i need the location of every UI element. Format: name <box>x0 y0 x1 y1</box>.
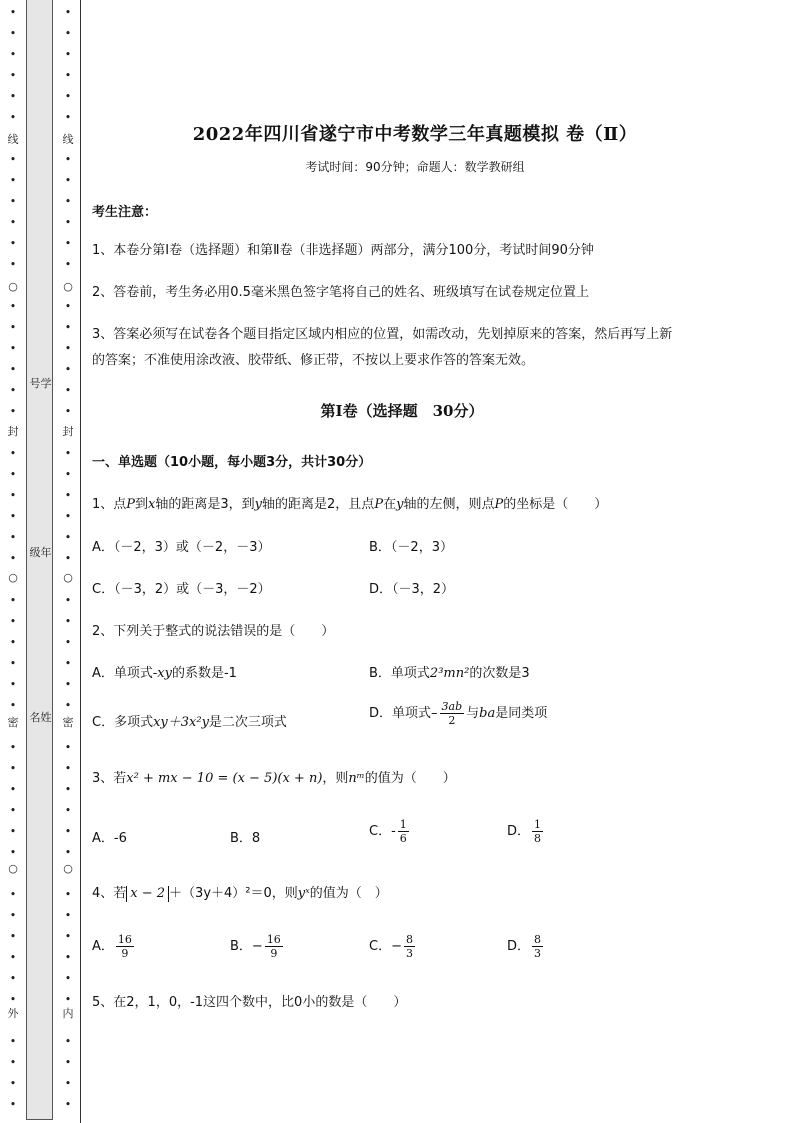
binding-dot: • <box>9 447 17 460</box>
binding-dot: • <box>9 153 17 166</box>
binding-dot: • <box>64 237 72 250</box>
binding-dot: • <box>64 636 72 649</box>
binding-dot: • <box>64 1077 72 1090</box>
fraction: $\frac{8}{3}$ <box>534 933 542 960</box>
binding-dot: • <box>9 636 17 649</box>
binding-dot: • <box>9 237 17 250</box>
binding-dot: • <box>9 363 17 376</box>
binding-dot: • <box>9 615 17 628</box>
fraction: $\frac{1}{6}$ <box>399 818 407 845</box>
fraction: $\frac{3ab}{2}$ <box>441 700 463 727</box>
binding-dot: • <box>64 804 72 817</box>
binding-dot: • <box>64 405 72 418</box>
binding-inner-column <box>54 0 82 1123</box>
binding-dot: • <box>9 762 17 775</box>
question-3-option-b: B．8 <box>230 831 261 846</box>
binding-dot: • <box>9 1056 17 1069</box>
binding-dot: • <box>64 216 72 229</box>
fraction: $\frac{8}{3}$ <box>405 933 413 960</box>
binding-dot: • <box>9 993 17 1006</box>
binding-dot: • <box>9 195 17 208</box>
binding-dot: • <box>64 510 72 523</box>
binding-dot: • <box>9 342 17 355</box>
binding-char: 封 <box>62 425 74 438</box>
binding-circle-icon: ○ <box>8 571 18 584</box>
binding-dot: • <box>9 804 17 817</box>
binding-dot: • <box>9 510 17 523</box>
fraction: $\frac{1}{8}$ <box>534 818 542 845</box>
binding-dot: • <box>64 153 72 166</box>
binding-char: 线 <box>62 133 74 146</box>
binding-dot: • <box>64 90 72 103</box>
binding-dot: • <box>9 321 17 334</box>
question-1-stem: 1、点P到x轴的距离是3，到y轴的距离是2，且点P在y轴的左侧，则点P的坐标是（ ） <box>92 497 608 512</box>
binding-dot: • <box>9 930 17 943</box>
binding-dot: • <box>9 258 17 271</box>
binding-dot: • <box>9 888 17 901</box>
binding-dot: • <box>64 762 72 775</box>
binding-dot: • <box>64 69 72 82</box>
binding-char: 密 <box>7 716 19 729</box>
notice-item-3-cont: 的答案；不准使用涂改液、胶带纸、修正带，不按以上要求作答的答案无效。 <box>92 353 535 368</box>
binding-dot: • <box>9 741 17 754</box>
binding-outer-column <box>0 0 26 1123</box>
question-3-option-d: D． $\frac{1}{8}$ <box>507 818 542 845</box>
binding-dot: • <box>64 678 72 691</box>
binding-circle-icon: ○ <box>63 862 73 875</box>
notice-heading: 考生注意： <box>92 205 158 220</box>
binding-dot: • <box>9 48 17 61</box>
binding-dot: • <box>64 741 72 754</box>
question-3-stem: 3、若x² + mx − 10 = (x − 5)(x + n)，则nᵐ的值为（ ） <box>92 771 456 786</box>
binding-dot: • <box>9 594 17 607</box>
binding-dot: • <box>64 615 72 628</box>
binding-dot: • <box>64 531 72 544</box>
binding-dot: • <box>9 111 17 124</box>
binding-circle-icon: ○ <box>63 571 73 584</box>
binding-dot: • <box>64 468 72 481</box>
binding-dot: • <box>64 384 72 397</box>
binding-char: 内 <box>62 1007 74 1020</box>
fraction: $\frac{16}{9}$ <box>117 933 132 960</box>
binding-dot: • <box>64 909 72 922</box>
binding-dot: • <box>9 174 17 187</box>
binding-dot: • <box>9 216 17 229</box>
binding-dot: • <box>64 363 72 376</box>
binding-dot: • <box>9 909 17 922</box>
absolute-value: x − 2 <box>126 886 169 902</box>
binding-dot: • <box>64 447 72 460</box>
exam-title: 2022年四川省遂宁市中考数学三年真题模拟 卷（Ⅱ） <box>192 124 638 145</box>
name-label: 名姓 <box>29 711 52 724</box>
class-label: 级年 <box>29 546 52 559</box>
binding-dot: • <box>64 993 72 1006</box>
binding-dot: • <box>64 174 72 187</box>
question-1-option-c: C．（－3，2）或（－3，－2） <box>92 582 271 597</box>
binding-dot: • <box>9 531 17 544</box>
exam-subtitle: 考试时间：90分钟；命题人：数学教研组 <box>305 160 525 174</box>
binding-dot: • <box>64 321 72 334</box>
binding-dot: • <box>9 300 17 313</box>
binding-dot: • <box>9 1077 17 1090</box>
question-4-option-d: D． $\frac{8}{3}$ <box>507 933 542 960</box>
question-4-option-c: C．− $\frac{8}{3}$ <box>369 933 413 960</box>
binding-dot: • <box>9 846 17 859</box>
fraction: $\frac{16}{9}$ <box>266 933 281 960</box>
binding-dot: • <box>64 489 72 502</box>
binding-dot: • <box>9 972 17 985</box>
binding-dot: • <box>64 1098 72 1111</box>
binding-dot: • <box>9 27 17 40</box>
binding-dot: • <box>64 951 72 964</box>
binding-dot: • <box>64 972 72 985</box>
binding-dot: • <box>9 468 17 481</box>
binding-cut-line <box>80 0 81 1123</box>
binding-circle-icon: ○ <box>8 280 18 293</box>
question-2-option-a: A．单项式-xy的系数是-1 <box>92 666 237 681</box>
binding-dot: • <box>9 69 17 82</box>
binding-dot: • <box>64 846 72 859</box>
binding-char: 线 <box>7 133 19 146</box>
question-4-stem: 4、若 x − 2 ＋（3y＋4）²＝0，则yˣ的值为（ ） <box>92 886 388 901</box>
binding-info-strip <box>26 0 53 1120</box>
section-title: 第I卷（选择题 30分） <box>320 402 484 420</box>
question-2-stem: 2、下列关于整式的说法错误的是（ ） <box>92 624 335 639</box>
binding-dot: • <box>9 1035 17 1048</box>
binding-char: 封 <box>7 425 19 438</box>
binding-dot: • <box>64 1056 72 1069</box>
binding-dot: • <box>64 6 72 19</box>
binding-dot: • <box>64 1035 72 1048</box>
binding-dot: • <box>64 888 72 901</box>
binding-dot: • <box>64 195 72 208</box>
question-2-option-c: C．多项式xy＋3x²y是二次三项式 <box>92 715 287 730</box>
notice-item-2: 2、答卷前，考生务必用0.5毫米黑色签字笔将自己的姓名、班级填写在试卷规定位置上 <box>92 285 589 300</box>
question-1-option-a: A．（－2，3）或（－2，－3） <box>92 540 271 555</box>
binding-dot: • <box>64 27 72 40</box>
binding-dot: • <box>9 6 17 19</box>
binding-char: 密 <box>62 716 74 729</box>
binding-dot: • <box>64 699 72 712</box>
question-4-option-a: A． $\frac{16}{9}$ <box>92 933 132 960</box>
binding-dot: • <box>9 90 17 103</box>
binding-char: 外 <box>7 1007 19 1020</box>
binding-dot: • <box>9 1098 17 1111</box>
binding-circle-icon: ○ <box>63 280 73 293</box>
binding-dot: • <box>9 678 17 691</box>
binding-dot: • <box>9 405 17 418</box>
binding-dot: • <box>9 783 17 796</box>
student-number-label: 号学 <box>29 377 52 390</box>
binding-dot: • <box>64 342 72 355</box>
question-4-option-b: B．− $\frac{16}{9}$ <box>230 933 281 960</box>
binding-dot: • <box>64 111 72 124</box>
binding-dot: • <box>64 930 72 943</box>
binding-dot: • <box>9 657 17 670</box>
binding-circle-icon: ○ <box>8 862 18 875</box>
part-heading: 一、单选题（10小题，每小题3分，共计30分） <box>92 455 372 470</box>
notice-item-1: 1、本卷分第I卷（选择题）和第Ⅱ卷（非选择题）两部分，满分100分，考试时间90分钟 <box>92 243 594 258</box>
binding-dot: • <box>64 825 72 838</box>
question-2-option-d: D．单项式– $\frac{3ab}{2}$ 与ba是同类项 <box>369 700 548 727</box>
binding-dot: • <box>9 384 17 397</box>
binding-dot: • <box>64 48 72 61</box>
notice-item-3: 3、答案必须写在试卷各个题目指定区域内相应的位置，如需改动，先划掉原来的答案，然后再写上新 <box>92 327 673 342</box>
question-2-option-b: B．单项式2³mn²的次数是3 <box>369 666 530 681</box>
binding-dot: • <box>9 951 17 964</box>
binding-dot: • <box>64 657 72 670</box>
question-5-stem: 5、在2，1，0，-1这四个数中，比0小的数是（ ） <box>92 995 407 1010</box>
question-3-option-a: A．-6 <box>92 831 127 846</box>
binding-dot: • <box>9 699 17 712</box>
binding-dot: • <box>64 552 72 565</box>
binding-dot: • <box>64 258 72 271</box>
binding-dot: • <box>9 825 17 838</box>
binding-dot: • <box>9 489 17 502</box>
question-3-option-c: C．- $\frac{1}{6}$ <box>369 818 407 845</box>
binding-dot: • <box>64 594 72 607</box>
question-1-option-d: D．（－3，2） <box>369 582 455 597</box>
binding-dot: • <box>64 300 72 313</box>
binding-dot: • <box>9 552 17 565</box>
binding-dot: • <box>64 783 72 796</box>
question-1-option-b: B．（－2，3） <box>369 540 453 555</box>
